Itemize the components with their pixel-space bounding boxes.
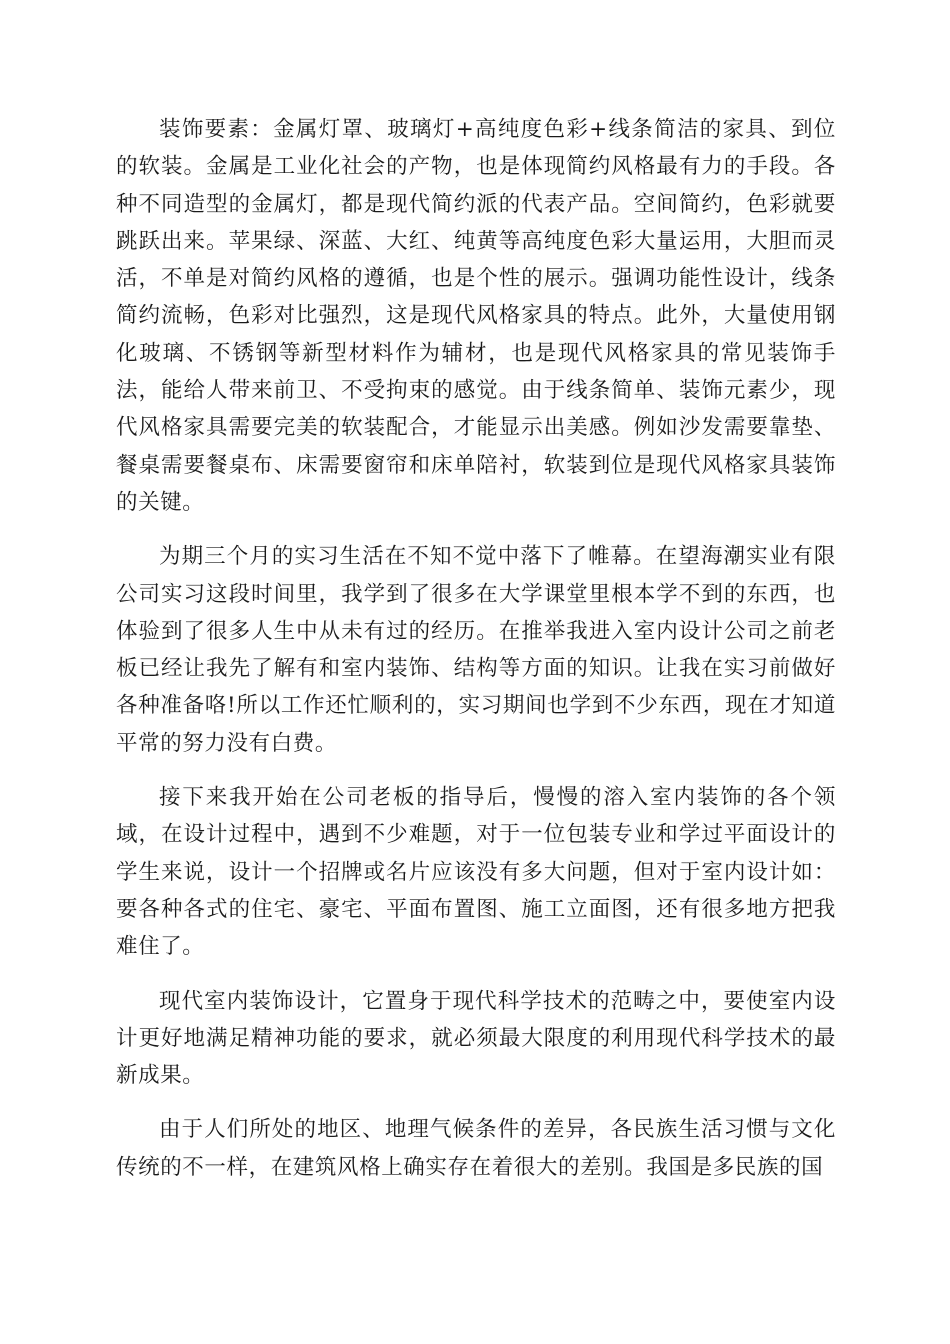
paragraph-decoration-elements: 装饰要素：金属灯罩、玻璃灯+高纯度色彩+线条简洁的家具、到位的软装。金属是工业化社会的产物，也是体现简约风格最有力的手段。各种不同造型的金属灯，都是现代简约派的代表产品。空间简约，色彩就要跳跃出来。苹果绿、深蓝、大红、纯黄等高纯度色彩大量运用，大胆而灵活，不单是对简约风格的遵循，也是个性的展示。强调功能性设计，线条简约流畅，色彩对比强烈，这是现代风格家具的特点。此外，大量使用钢化玻璃、不锈钢等新型材料作为辅材，也是现代风格家具的常见装饰手法，能给人带来前卫、不受拘束的感觉。由于线条简单、装饰元素少，现代风格家具需要完美的软装配合，才能显示出美感。例如沙发需要靠垫、餐桌需要餐桌布、床需要窗帘和床单陪衬，软装到位是现代风格家具装饰的关键。	[116, 117, 836, 515]
paragraph-internship-summary: 为期三个月的实习生活在不知不觉中落下了帷幕。在望海潮实业有限公司实习这段时间里，我学到了很多在大学课堂里根本学不到的东西，也体验到了很多人生中从未有过的经历。在推举我进入室内设计公司之前老板已经让我先了解有和室内装饰、结构等方面的知识。让我在实习前做好各种准备咯!所以工作还忙顺利的，实习期间也学到不少东西，现在才知道平常的努力没有白费。	[116, 544, 836, 756]
paragraph-regional-differences: 由于人们所处的地区、地理气候条件的差异，各民族生活习惯与文化传统的不一样，在建筑风格上确实存在着很大的差别。我国是多民族的国	[116, 1117, 836, 1180]
document-body	[116, 111, 836, 1203]
paragraph-modern-interior-design: 现代室内装饰设计，它置身于现代科学技术的范畴之中，要使室内设计更好地满足精神功能的要求，就必须最大限度的利用现代科学技术的最新成果。	[116, 988, 836, 1089]
paragraph-design-challenges: 接下来我开始在公司老板的指导后，慢慢的溶入室内装饰的各个领域，在设计过程中，遇到不少难题，对于一位包装专业和学过平面设计的学生来说，设计一个招牌或名片应该没有多大问题，但对于室内设计如：要各种各式的住宅、豪宅、平面布置图、施工立面图，还有很多地方把我难住了。	[116, 785, 836, 960]
